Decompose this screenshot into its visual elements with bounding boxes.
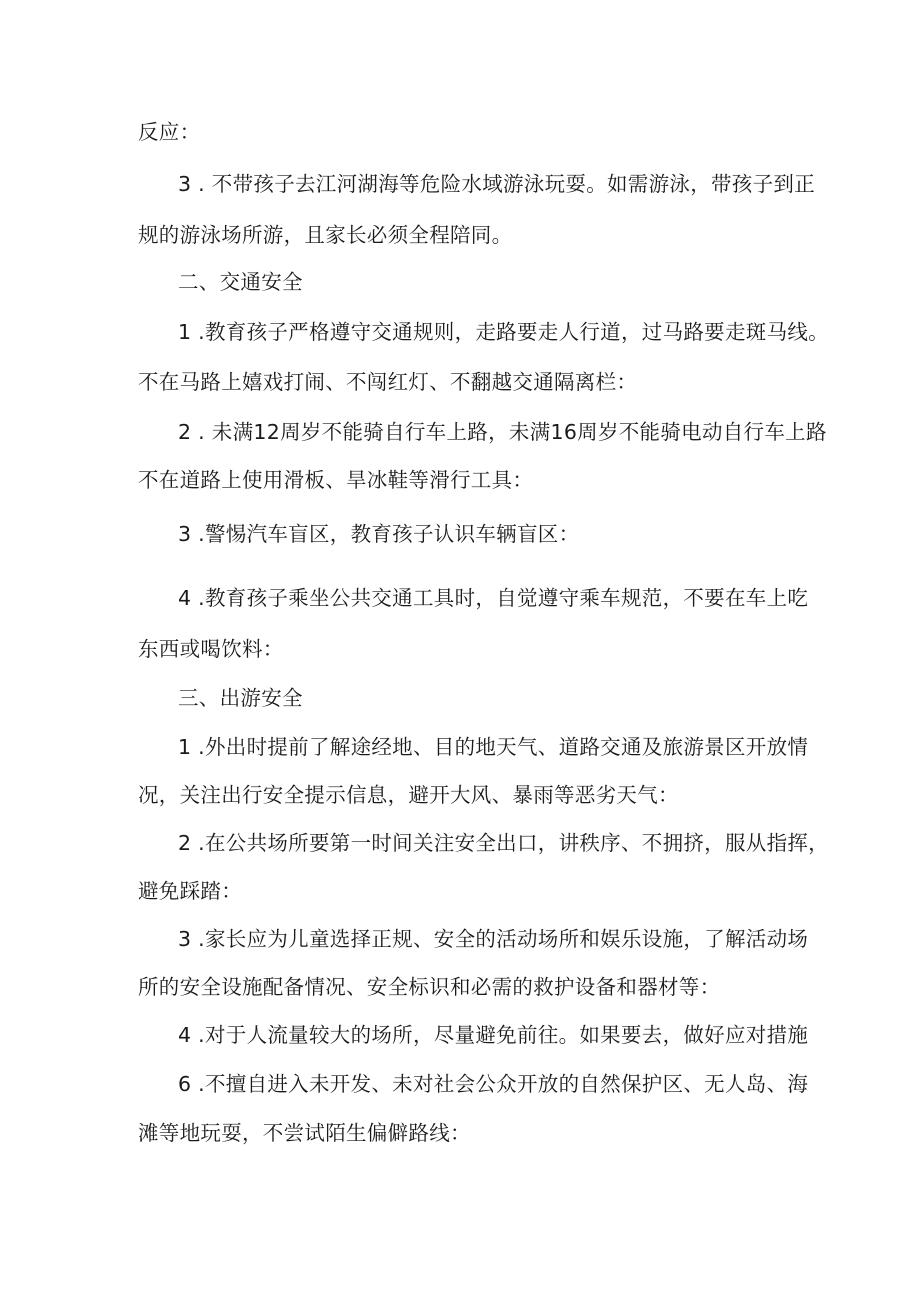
list-item-line: 1 .外出时提前了解途经地、目的地天气、道路交通及旅游景区开放情	[178, 735, 809, 759]
paragraph-line: 不在马路上嬉戏打闹、不闯红灯、不翻越交通隔离栏：	[138, 370, 638, 394]
paragraph-line: 反应：	[138, 120, 201, 144]
paragraph-line: 规的游泳场所游，且家长必须全程陪同。	[138, 223, 513, 247]
list-item-line: 3 . 不带孩子去江河湖海等危险水域游泳玩耍。如需游泳，带孩子到正	[178, 172, 815, 196]
list-item-line: 6 .不擅自进入未开发、未对社会公众开放的自然保护区、无人岛、海	[178, 1072, 809, 1096]
paragraph-line: 滩等地玩耍，不尝试陌生偏僻路线：	[138, 1121, 471, 1145]
list-item-line: 4 .教育孩子乘坐公共交通工具时，自觉遵守乘车规范，不要在车上吃	[178, 586, 809, 610]
list-item-line: 3 .家长应为儿童选择正规、安全的活动场所和娱乐设施，了解活动场	[178, 927, 809, 951]
paragraph-line: 不在道路上使用滑板、旱冰鞋等滑行工具：	[138, 468, 534, 492]
list-item-line: 2 . 未满12周岁不能骑自行车上路，未满16周岁不能骑电动自行车上路	[178, 420, 827, 444]
section-heading: 二、交通安全	[178, 270, 303, 294]
section-heading: 三、出游安全	[178, 686, 303, 710]
paragraph-line: 所的安全设施配备情况、安全标识和必需的救护设备和器材等：	[138, 975, 721, 999]
paragraph-line: 东西或喝饮料：	[138, 637, 284, 661]
list-item-line: 1 .教育孩子严格遵守交通规则，走路要走人行道，过马路要走斑马线。	[178, 320, 829, 344]
paragraph-line: 避免踩踏：	[138, 879, 242, 903]
list-item-line: 3 .警惕汽车盲区，教育孩子认识车辆盲区：	[178, 522, 580, 546]
paragraph-line: 况，关注出行安全提示信息，避开大风、暴雨等恶劣天气：	[138, 783, 679, 807]
list-item-line: 2 .在公共场所要第一时间关注安全出口，讲秩序、不拥挤，服从指挥，	[178, 831, 829, 855]
list-item-line: 4 .对于人流量较大的场所，尽量避免前往。如果要去，做好应对措施	[178, 1023, 809, 1047]
